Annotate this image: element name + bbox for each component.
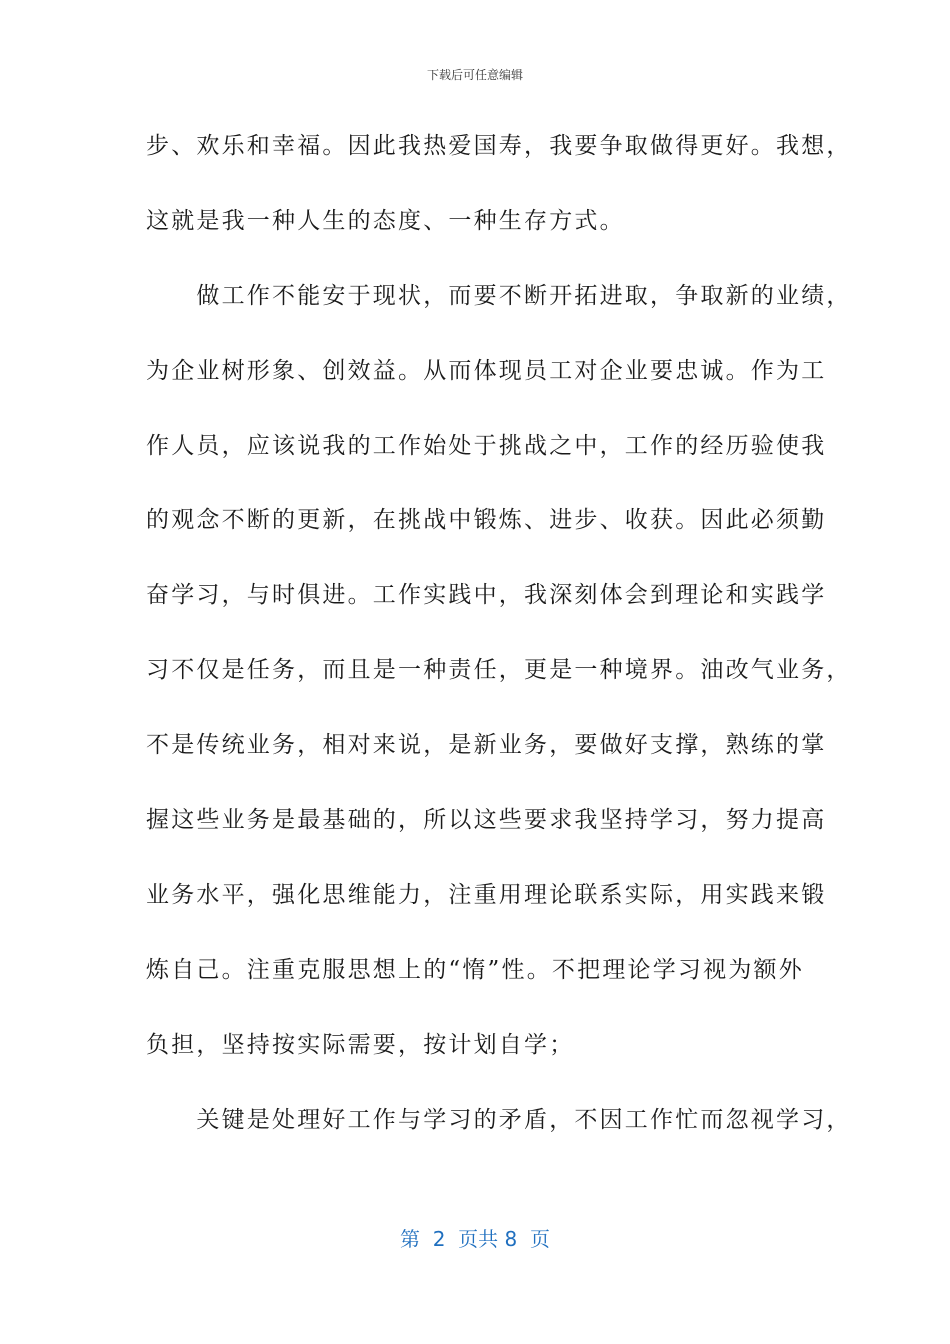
text-line: 的观念不断的更新，在挑战中锻炼、进步、收获。因此必须勤 — [146, 507, 827, 534]
text-line: 握这些业务是最基础的，所以这些要求我坚持学习，努力提高 — [146, 807, 827, 834]
page-number-footer: 第 2 页共 8 页 — [400, 1227, 550, 1251]
document-body — [146, 126, 852, 1174]
text-line: 业务水平，强化思维能力，注重用理论联系实际，用实践来锻 — [146, 881, 827, 908]
text-line: 负担，坚持按实际需要，按计划自学； — [146, 1031, 575, 1058]
text-line: 习不仅是任务，而且是一种责任，更是一种境界。油改气业务， — [146, 657, 852, 684]
text-line: 为企业树形象、创效益。从而体现员工对企业要忠诚。作为工 — [146, 357, 827, 384]
text-line: 这就是我一种人生的态度、一种生存方式。 — [146, 207, 625, 234]
text-line: 奋学习，与时俱进。工作实践中，我深刻体会到理论和实践学 — [146, 582, 827, 609]
text-line: 炼自己。注重克服思想上的“惰”性。不把理论学习视为额外 — [146, 956, 804, 983]
text-line: 不是传统业务，相对来说，是新业务，要做好支撑，熟练的掌 — [146, 732, 827, 759]
text-line: 作人员，应该说我的工作始处于挑战之中，工作的经历验使我 — [146, 432, 827, 459]
text-line: 做工作不能安于现状，而要不断开拓进取，争取新的业绩， — [146, 282, 852, 309]
page-header-note: 下载后可任意编辑 — [426, 68, 523, 82]
text-line: 步、欢乐和幸福。因此我热爱国寿，我要争取做得更好。我想， — [146, 133, 852, 159]
text-line: 关键是处理好工作与学习的矛盾，不因工作忙而忽视学习， — [146, 1106, 852, 1133]
